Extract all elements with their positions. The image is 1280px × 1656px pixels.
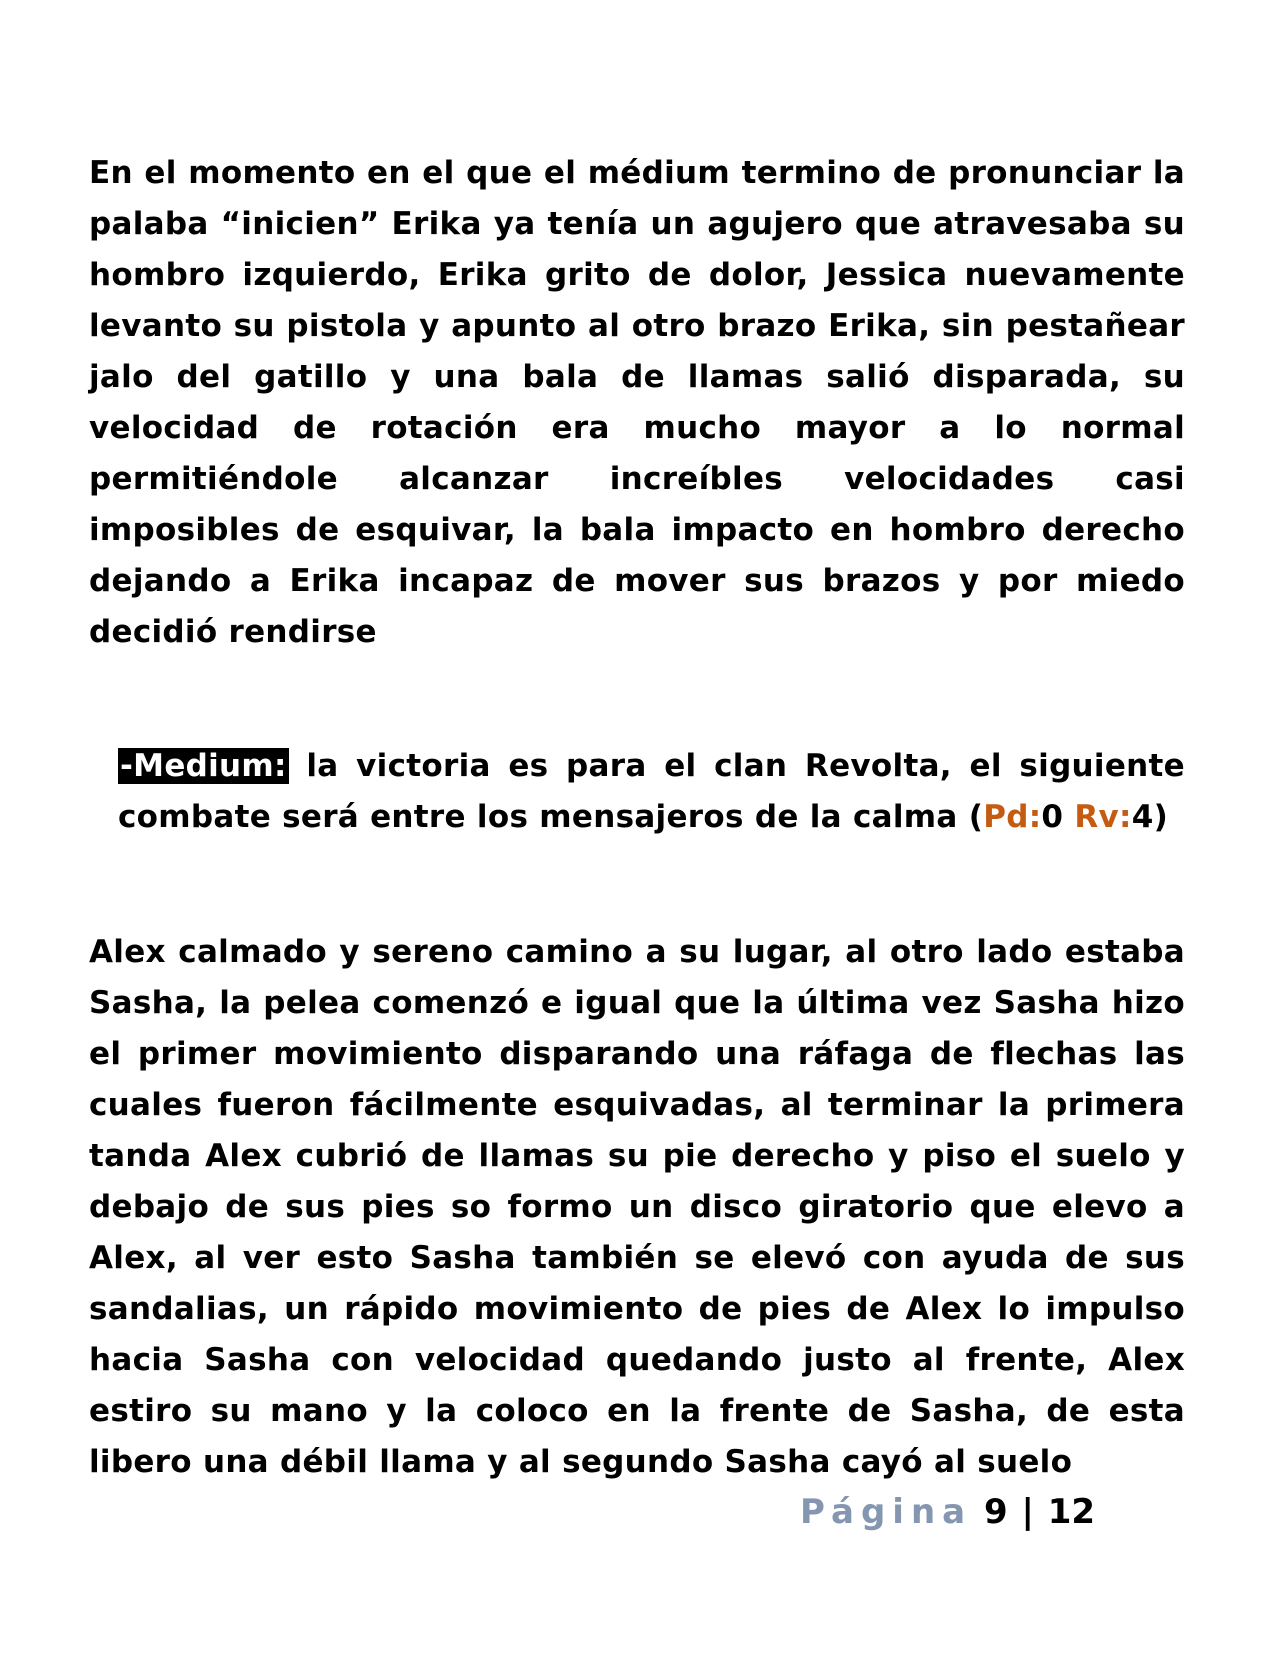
dialogue-closing: ) [1153, 799, 1169, 835]
footer-page-number: 9 [983, 1492, 1008, 1532]
dialogue-text: la victoria es para el clan Revolta, el siguiente combate será entre los mensajeros de la calma ( [118, 748, 1185, 835]
footer-total-pages: 12 [1047, 1492, 1096, 1532]
pd-value: 0 [1041, 799, 1064, 835]
dialogue-medium [118, 741, 1185, 843]
page-footer [800, 1490, 1095, 1534]
paragraph-erika-defeat: En el momento en el que el médium termino de pronunciar la palaba “inicien” Erika ya tenía un agujero que atravesaba su hombro izquierdo, Erika grito de dolor, Jessica nuevamente levanto su pistola y apunto al otro brazo Erika, sin pestañear jalo del gatillo y una bala de llamas salió disparada, su velocidad de rotación era mucho mayor a lo normal permitiéndole alcanzar increíbles velocidades casi imposibles de esquivar, la bala impacto en hombro derecho dejando a Erika incapaz de mover sus brazos y por miedo decidió rendirse [89, 155, 1185, 650]
footer-separator: | [1021, 1492, 1034, 1532]
footer-page-word: Página [800, 1492, 973, 1532]
paragraph-alex-sasha-fight: Alex calmado y sereno camino a su lugar, al otro lado estaba Sasha, la pelea comenzó e igual que la última vez Sasha hizo el primer movimiento disparando una ráfaga de flechas las cuales fueron fácilmente esquivadas, al terminar la primera tanda Alex cubrió de llamas su pie derecho y piso el suelo y debajo de sus pies so formo un disco giratorio que elevo a Alex, al ver esto Sasha también se elevó con ayuda de sus sandalias, un rápido movimiento de pies de Alex lo impulso hacia Sasha con velocidad quedando justo al frente, Alex estiro su mano y la coloco en la frente de Sasha, de esta libero una débil llama y al segundo Sasha cayó al suelo [89, 934, 1185, 1480]
rv-value: 4 [1131, 799, 1154, 835]
pd-label: Pd: [983, 799, 1042, 835]
speaker-label: -Medium: [120, 748, 287, 784]
rv-label: Rv: [1074, 799, 1132, 835]
